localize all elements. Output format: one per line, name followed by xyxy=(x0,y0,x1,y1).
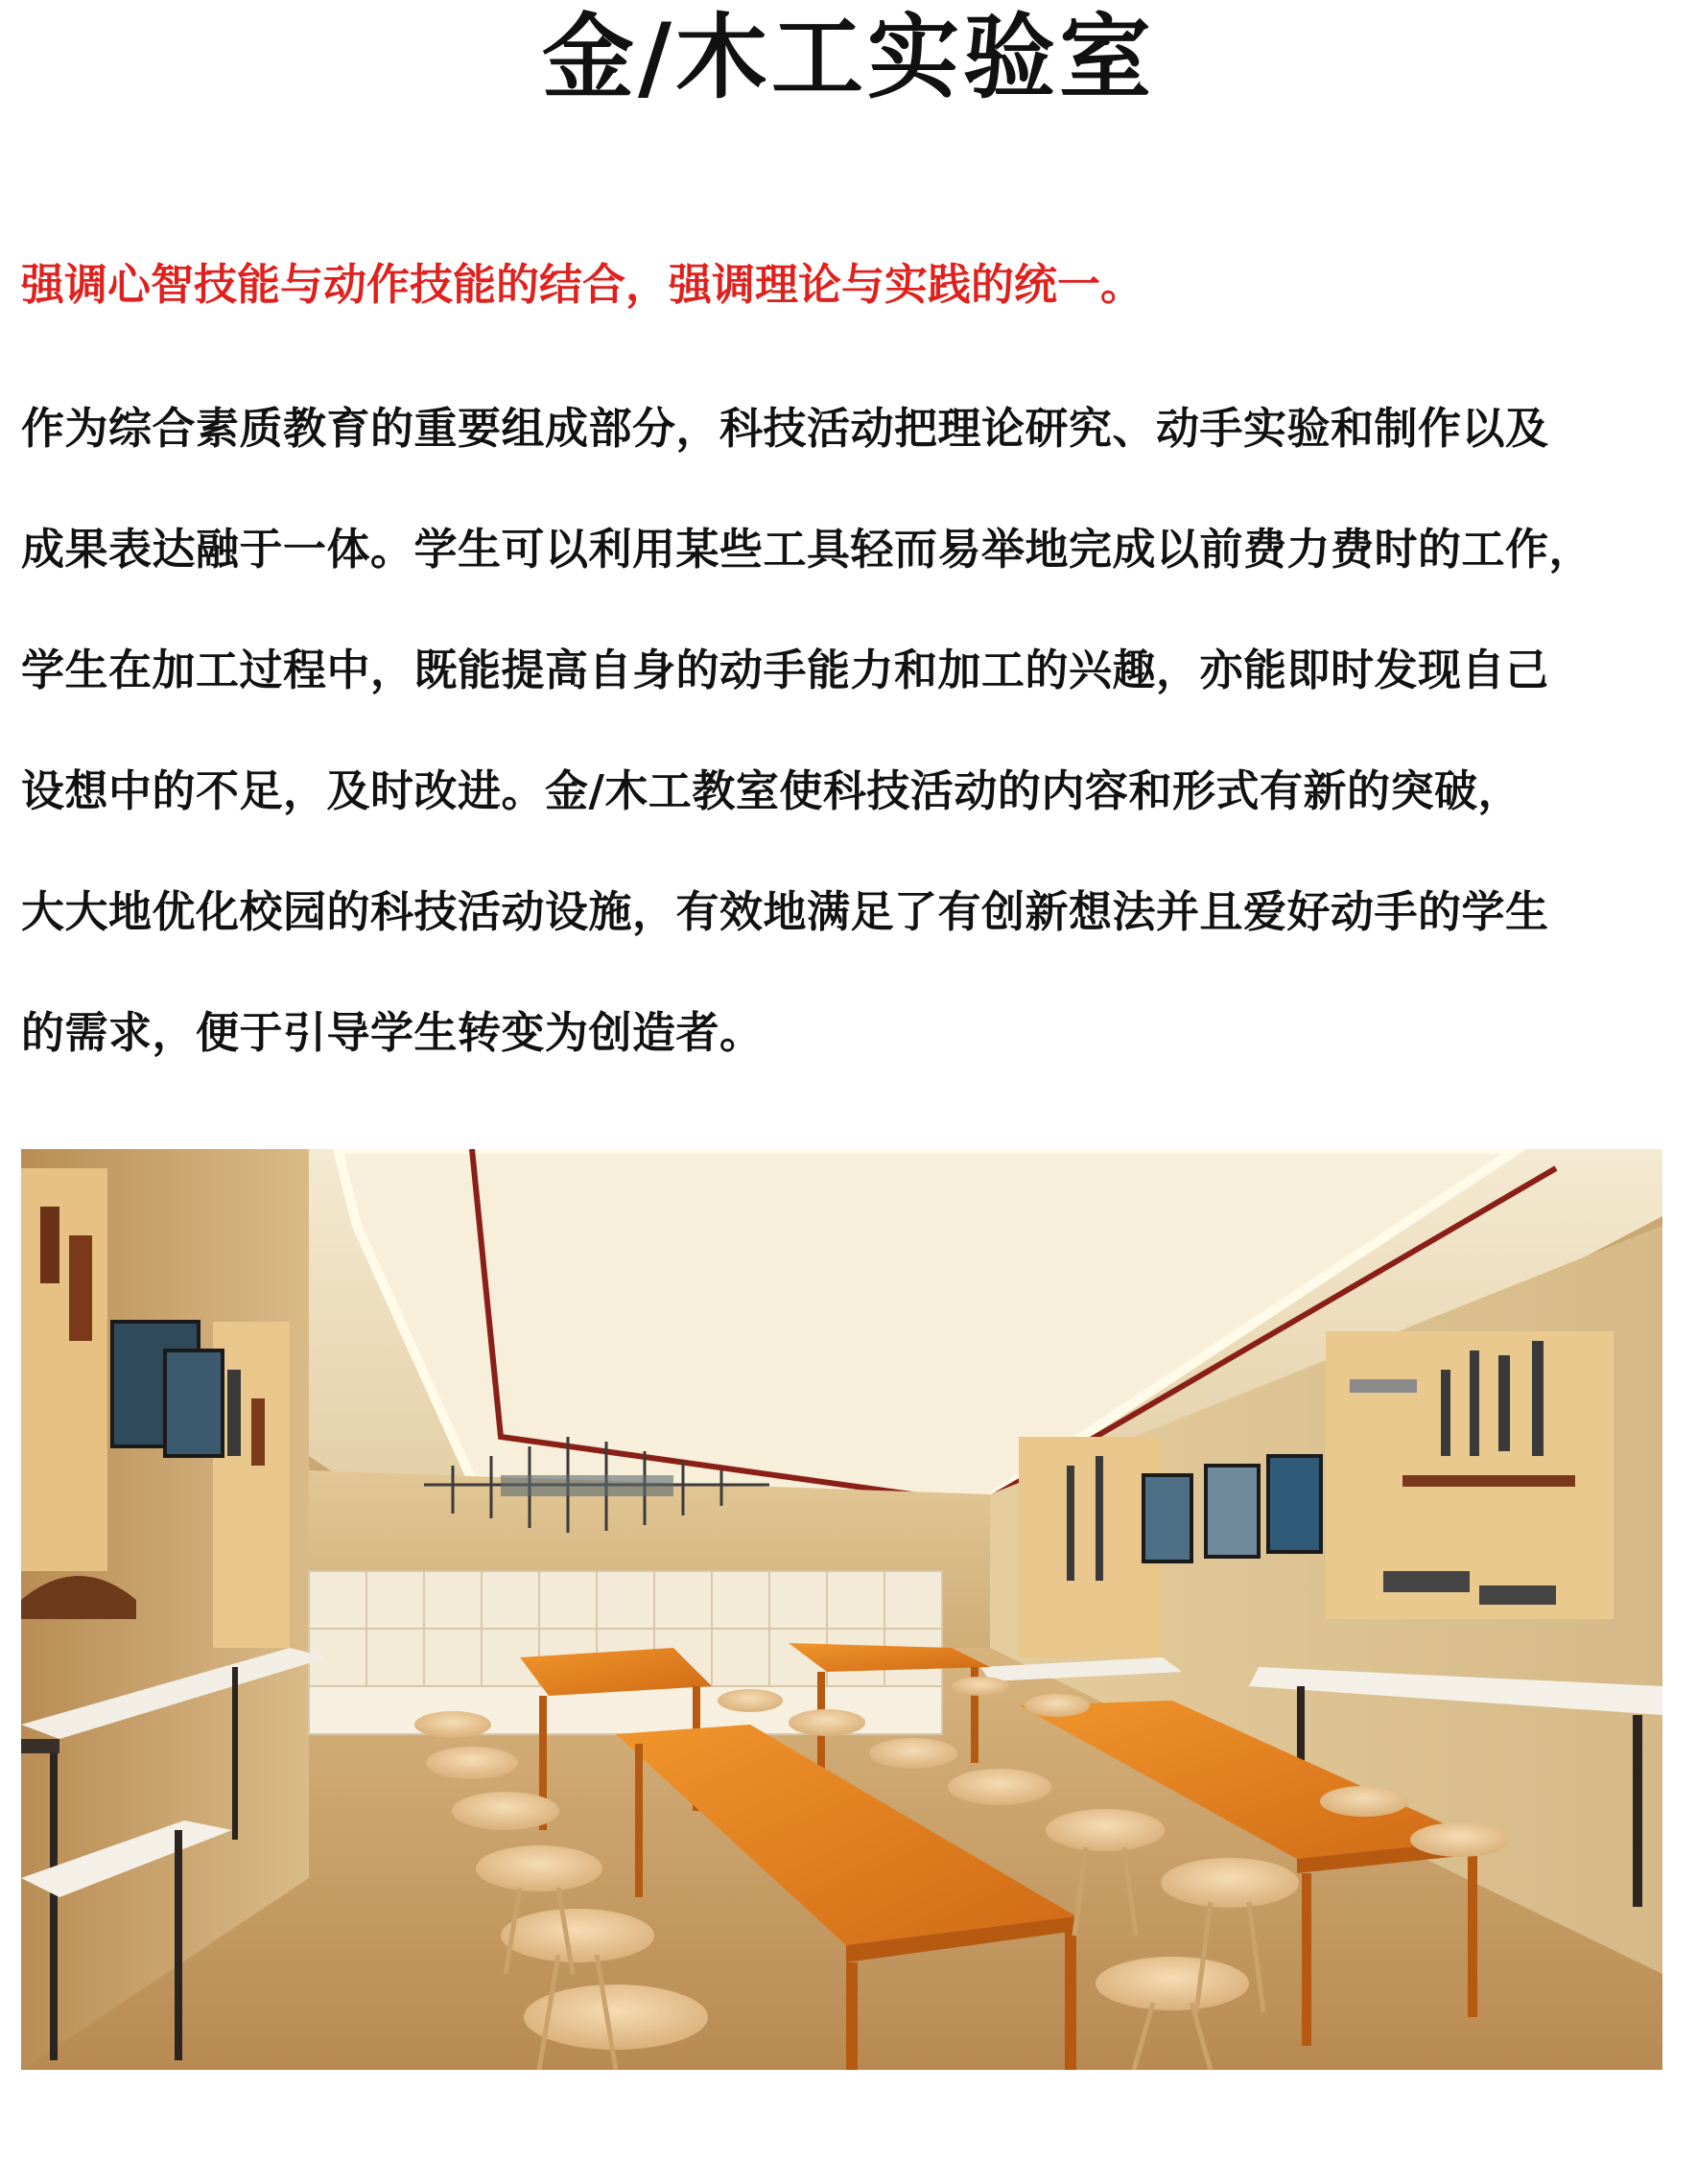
body-line: 的需求，便于引导学生转变为创造者。 xyxy=(21,1007,764,1058)
body-paragraph xyxy=(21,395,1690,1120)
workshop-room-illustration xyxy=(21,1149,1662,2070)
workshop-room-photo xyxy=(21,1149,1662,2070)
body-line: 大大地优化校园的科技活动设施，有效地满足了有创新想法并且爱好动手的学生 xyxy=(21,886,1549,937)
subtitle: 强调心智技能与动作技能的结合，强调理论与实践的统一。 xyxy=(21,259,1144,310)
page-title: 金/木工实验室 xyxy=(541,3,1156,111)
body-line: 学生在加工过程中，既能提高自身的动手能力和加工的兴趣，亦能即时发现自己 xyxy=(21,645,1549,695)
body-line: 作为综合素质教育的重要组成部分，科技活动把理论研究、动手实验和制作以及 xyxy=(21,403,1549,454)
body-line: 设想中的不足，及时改进。金/木工教室使科技活动的内容和形式有新的突破， xyxy=(21,765,1521,816)
body-line: 成果表达融于一体。学生可以利用某些工具轻而易举地完成以前费力费时的工作， xyxy=(21,524,1593,575)
